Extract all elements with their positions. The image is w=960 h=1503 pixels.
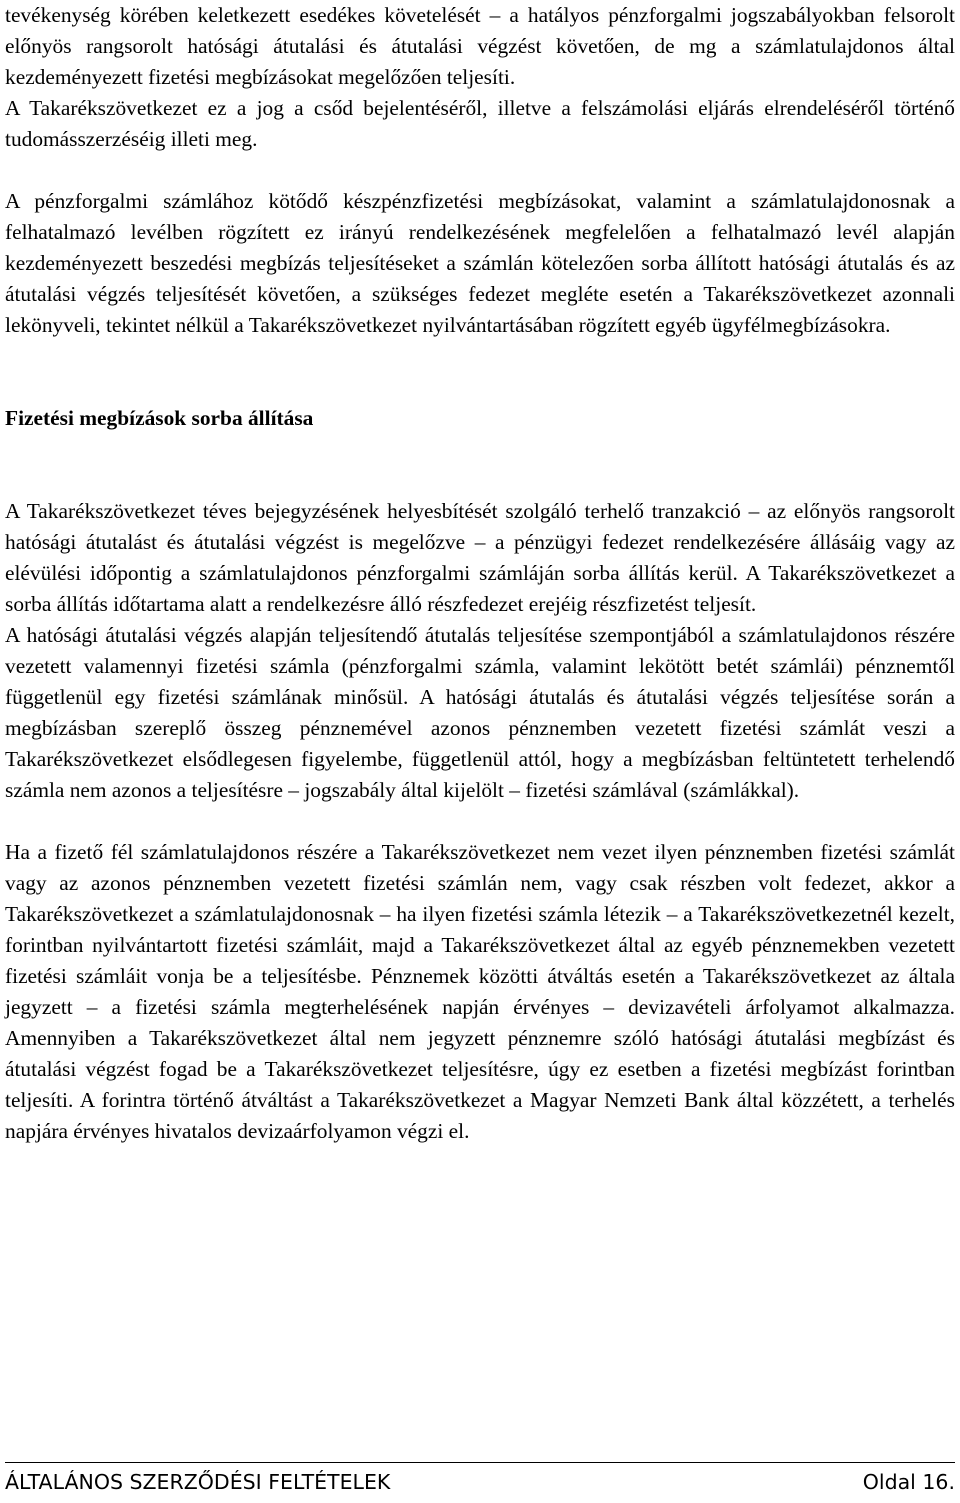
footer-page-number: Oldal 16.: [862, 1470, 955, 1494]
paragraph-authority-transfer: A hatósági átutalási végzés alapján teljesítendő átutalás teljesítése szempontjából a számlatulajdonos részére vezetett valamennyi fizetési számla (pénzforgalmi számla, valamint lekötött betét számlái) pénznemtől függetlenül egy fizetési számlának minősül. A hatósági átutalás és átutalási végzés teljesítése során a megbízásban szereplő összeg pénznemével azonos pénznemben vezetett fizetési számlát veszi a Takarékszövetkezet elsődlegesen figyelembe, függetlenül attól, hogy a megbízásban feltüntetett terhelendő számla nem azonos a teljesítésre – jogszabály által kijelölt – fizetési számlával (számlákkal).: [5, 623, 955, 802]
paragraph-erroneous-entry: A Takarékszövetkezet téves bejegyzésének helyesbítését szolgáló terhelő tranzakció – az előnyös rangsorolt hatósági átutalást és átutalási végzést is megelőzve – a pénzügyi fedezet rendelkezésére állásáig vagy az elévülési időpontig a számlatulajdonos pénzforgalmi számláján sorba állítás kerül. A Takarékszövetkezet a sorba állítás időtartama alatt a rendelkezésre álló részfedezet erejéig részfizetést teljesít.: [5, 499, 955, 616]
paragraph-currency-conversion: Ha a fizető fél számlatulajdonos részére a Takarékszövetkezet nem vezet ilyen pénznemben fizetési számlát vagy az azonos pénznemben vezetett fizetési számlán nem, vagy csak részben volt fedezet, akkor a Takarékszövetkezet a számlatulajdonosnak – ha ilyen fizetési számla létezik – a Takarékszövetkezetnél kezelt, forintban nyilvántartott fizetési számláit, majd a Takarékszövetkezet által az egyéb pénznemekben vezetett fizetési számláit vonja be a teljesítésbe. Pénznemek közötti átváltás esetén a Takarékszövetkezet az általa jegyzett – a fizetési számla megterhelésének napján érvényes – devizavételi árfolyamot alkalmazza. Amennyiben a Takarékszövetkezet által nem jegyzett pénznemre szóló hatósági átutalási megbízást és átutalási végzést fogad be a Takarékszövetkezet teljesítésre, úgy ez esetben a fizetési megbízást forintban teljesíti. A forintra történő átváltást a Takarékszövetkezet a Magyar Nemzeti Bank által közzétett, a terhelés napjára érvényes hivatalos devizaárfolyamon végzi el.: [5, 840, 955, 1143]
page-footer: [5, 1462, 955, 1497]
paragraph-bankruptcy-right: A Takarékszövetkezet ez a jog a csőd bejelentéséről, illetve a felszámolási eljárás elrendeléséről történő tudomásszerzéséig illeti meg.: [5, 96, 955, 151]
paragraph-intro: tevékenység körében keletkezett esedékes követelését – a hatályos pénzforgalmi jogszabályokban felsorolt előnyös rangsorolt hatósági átutalási és átutalási végzést követően, de mg a számlatulajdonos által kezdeményezett fizetési megbízásokat megelőzően teljesíti.: [5, 3, 955, 89]
paragraph-cash-payment-orders: A pénzforgalmi számlához kötődő készpénzfizetési megbízásokat, valamint a számlatulajdonosnak a felhatalmazó levélben rögzített ez irányú rendelkezésének megfelelően a felhatalmazó levél alapján kezdeményezett beszedési megbízás teljesítéseket a számlán kötelezően sorba állított hatósági átutalás és az átutalási végzés teljesítését követően, a szükséges fedezet megléte esetén a Takarékszövetkezet azonnali lekönyveli, tekintet nélkül a Takarékszövetkezet nyilvántartásában rögzített egyéb ügyfélmegbízásokra.: [5, 189, 955, 337]
section-spacer: [5, 434, 955, 496]
paragraph-spacer: [5, 155, 955, 186]
section-spacer: [5, 341, 955, 403]
document-body: [5, 0, 955, 1147]
paragraph-spacer: [5, 806, 955, 837]
footer-title: ÁLTALÁNOS SZERZŐDÉSI FELTÉTELEK: [5, 1470, 391, 1494]
section-heading: Fizetési megbízások sorba állítása: [5, 406, 314, 430]
